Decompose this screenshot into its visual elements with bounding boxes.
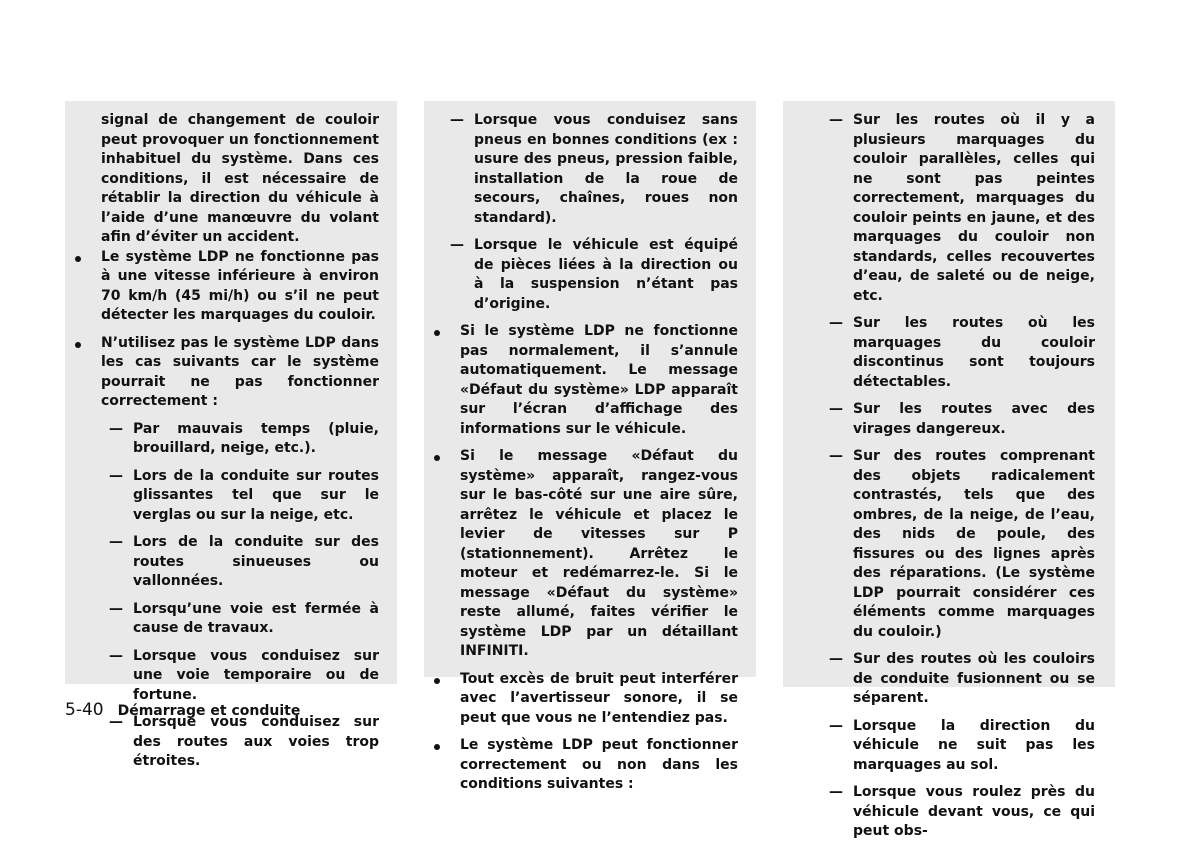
dash-item: [793, 314, 1095, 392]
dash-text: Sur les routes où il y a plusieurs marquages du couloir parallèles, celles qui ne sont pas peintes correctement, marquages du couloir peints en jaune, et des marquages du couloir non standards, celles recouvertes d’eau, de saleté ou de neige, etc.: [853, 112, 1095, 304]
bullet-text: Le système LDP peut fonctionner correctement ou non dans les conditions suivantes :: [460, 737, 738, 792]
text-column-3: [783, 101, 1115, 839]
dash-icon: —: [829, 112, 843, 128]
dash-text: Lorsque le véhicule est équipé de pièces liées à la direction ou à la suspension n’étant pas d’origine.: [474, 237, 738, 312]
bullet-icon: [434, 678, 440, 684]
dash-icon: —: [829, 448, 843, 464]
dash-text: Par mauvais temps (pluie, brouillard, neige, etc.).: [133, 420, 379, 456]
dash-text: Lorsque la direction du véhicule ne suit pas les marquages au sol.: [853, 717, 1095, 773]
bullet-text: N’utilisez pas le système LDP dans les cas suivants car le système pourrait ne pas fonctionner correctement :: [101, 334, 379, 409]
dash-text: Sur les routes où les marquages du couloir discontinus sont toujours détectables.: [853, 315, 1095, 390]
dash-item: [75, 533, 379, 592]
bullet-icon: [434, 744, 440, 750]
bullet-icon: [75, 256, 81, 262]
dash-text: Sur les routes avec des virages dangereux.: [853, 401, 1095, 437]
bullet-item: [434, 670, 738, 729]
dash-text: Lorsque vous conduisez sur une voie temporaire ou de fortune.: [133, 647, 379, 703]
bullet-icon: [75, 342, 81, 348]
dash-item: [434, 236, 738, 314]
dash-text: Lors de la conduite sur routes glissantes tel que sur le verglas ou sur la neige, etc.: [133, 467, 379, 523]
dash-icon: —: [109, 647, 123, 664]
dash-icon: —: [450, 112, 464, 128]
page-number: 5-40: [65, 700, 104, 720]
dash-icon: —: [829, 401, 843, 417]
page-footer: [65, 700, 300, 720]
dash-text: Sur des routes comprenant des objets radicalement contrastés, tels que des ombres, de la neige, de l’eau, des nids de poule, des fissures ou des lignes après des réparations. (Le système LDP pourrait considérer ces éléments comme marquages du couloir.): [853, 448, 1095, 640]
bullet-icon: [434, 330, 440, 336]
dash-icon: —: [829, 315, 843, 331]
dash-item: [434, 111, 738, 228]
bullet-item: [434, 322, 738, 439]
bullet-text: Le système LDP ne fonctionne pas à une vitesse inférieure à environ 70 km/h (45 mi/h) ou s’il ne peut détecter les marquages du couloir.: [101, 248, 379, 323]
dash-text: Lorsque vous conduisez sans pneus en bonnes conditions (ex : usure des pneus, pression faible, installation de la roue de secours, chaînes, roues non standard).: [474, 112, 738, 226]
dash-text: Lorsqu’une voie est fermée à cause de travaux.: [133, 600, 379, 636]
bullet-text: Si le système LDP ne fonctionne pas normalement, il s’annule automatiquement. Le message «Défaut du système» LDP apparaît sur l’écran d’affichage des informations sur le véhicule.: [460, 323, 738, 437]
dash-item: [75, 467, 379, 526]
bullet-text: Si le message «Défaut du système» apparaît, rangez-vous sur le bas-côté sur une aire sûre, arrêtez le véhicule et placez le levier de vitesses sur P (stationnement). Arrêtez le moteur et redémarrez-le. Si le message «Défaut du système» reste allumé, faites vérifier le système LDP par un détaillant INFINITI.: [460, 448, 738, 659]
dash-item: [75, 420, 379, 459]
text-column-2: [424, 101, 756, 792]
dash-text: Sur des routes où les couloirs de conduite fusionnent ou se séparent.: [853, 651, 1095, 706]
dash-icon: —: [829, 784, 843, 800]
dash-icon: —: [109, 714, 123, 730]
bullet-item: [434, 736, 738, 795]
dash-item: [793, 111, 1095, 306]
dash-item: [793, 400, 1095, 439]
bullet-icon: [434, 455, 440, 461]
dash-item: [75, 647, 379, 706]
dash-icon: —: [829, 651, 843, 667]
dash-icon: —: [829, 717, 843, 734]
bullet-item: [434, 447, 738, 662]
dash-icon: —: [109, 600, 123, 617]
dash-icon: —: [109, 534, 123, 550]
dash-icon: —: [109, 467, 123, 484]
bullet-item: [75, 334, 379, 412]
bullet-item: [75, 248, 379, 326]
dash-text: Lorsque vous conduisez sur des routes aux voies trop étroites.: [133, 714, 379, 769]
bullet-text: Tout excès de bruit peut interférer avec l’avertisseur sonore, il se peut que vous ne l’entendiez pas.: [460, 670, 738, 726]
dash-icon: —: [450, 237, 464, 253]
dash-item: [793, 717, 1095, 776]
dash-icon: —: [109, 420, 123, 437]
paragraph: signal de changement de couloir peut provoquer un fonctionnement inhabituel du système. Dans ces conditions, il est nécessaire de rétablir la direction du véhicule à l’aide d’une manœuvre du volant afin d’éviter un accident.: [101, 112, 379, 245]
section-title: Démarrage et conduite: [117, 703, 301, 719]
dash-item: [793, 447, 1095, 642]
dash-item: [75, 600, 379, 639]
dash-item: [793, 783, 1095, 842]
dash-text: Lorsque vous roulez près du véhicule devant vous, ce qui peut obs-: [853, 784, 1095, 839]
dash-text: Lors de la conduite sur des routes sinueuses ou vallonnées.: [133, 534, 379, 589]
dash-item: [793, 650, 1095, 709]
